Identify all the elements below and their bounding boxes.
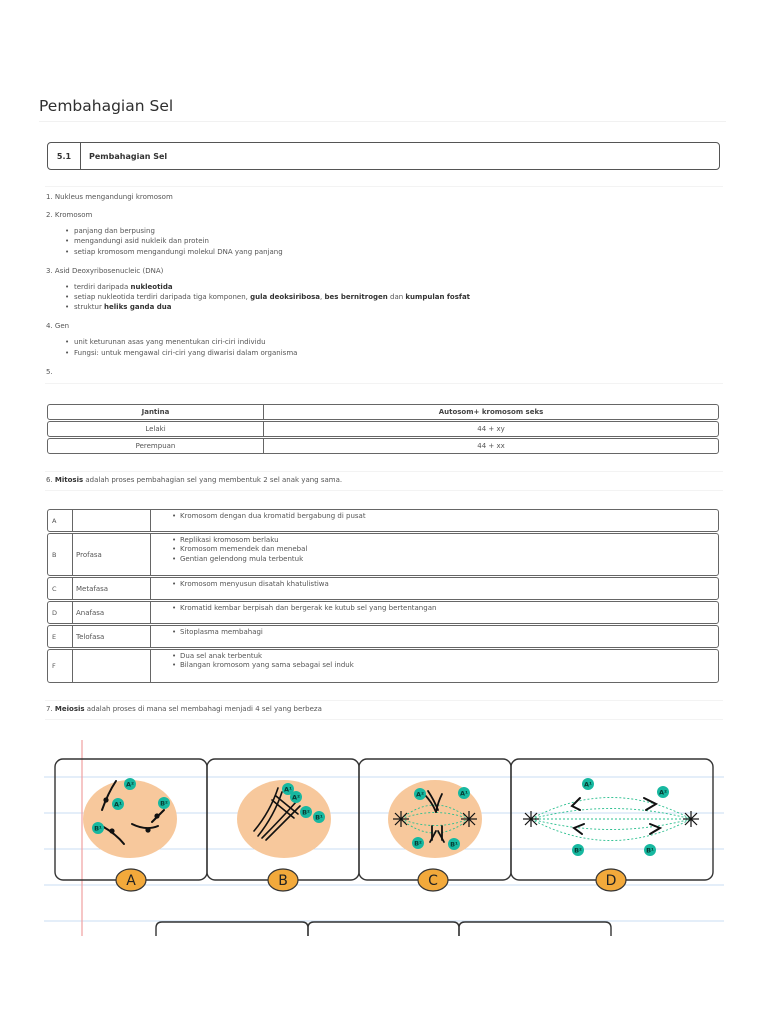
phase-name	[73, 510, 151, 531]
svg-text:D: D	[605, 873, 617, 889]
table-row	[47, 438, 719, 454]
list-item: • Dua sel anak terbentuk	[180, 652, 718, 661]
chromosome-label	[448, 838, 460, 850]
next-panel-frame	[156, 922, 308, 936]
note-2: 2. Kromosom	[46, 211, 93, 220]
svg-text:A²: A²	[659, 788, 667, 797]
svg-text:A²: A²	[416, 790, 424, 799]
divider	[45, 490, 723, 491]
stage-label-c	[418, 869, 448, 891]
chromosome-label	[657, 786, 669, 798]
list-item: • Bilangan kromosom yang sama sebagai sel induk	[180, 661, 718, 670]
centrosome-left	[523, 811, 539, 827]
list-item: • struktur heliks ganda dua	[74, 302, 726, 312]
divider	[45, 383, 723, 384]
centrosome-left	[393, 811, 409, 827]
svg-text:A¹: A¹	[114, 800, 122, 809]
table-cell: 44 + xy	[263, 422, 718, 436]
list-item: • Gentian gelendong mula terbentuk	[180, 555, 718, 564]
note-5: 5.	[46, 367, 53, 376]
row-letter: A	[48, 510, 73, 531]
svg-text:B²: B²	[414, 839, 422, 848]
divider	[45, 186, 723, 187]
list-item: • setiap nukleotida terdiri daripada tiga komponen, gula deoksiribosa, bes bernitrogen dan kumpulan fosfat	[74, 292, 726, 302]
divider	[45, 700, 723, 701]
table-row	[47, 577, 719, 600]
svg-text:B²: B²	[160, 799, 168, 808]
note-1: 1. Nukleus mengandungi kromosom	[46, 193, 173, 201]
stage-label-b	[268, 869, 298, 891]
svg-text:A¹: A¹	[460, 789, 468, 798]
svg-text:B¹: B¹	[315, 813, 323, 822]
chromosome-label	[290, 791, 302, 803]
section-title: Pembahagian Sel	[89, 151, 168, 161]
list-item: • terdiri daripada nukleotida	[74, 282, 726, 292]
divider	[45, 471, 723, 472]
table-row	[47, 625, 719, 648]
stage-a-cell	[83, 780, 177, 858]
chromosome-label	[92, 822, 104, 834]
svg-text:A²: A²	[126, 780, 134, 789]
table-row	[47, 601, 719, 624]
header-cell: Autosom+ kromosom seks	[263, 405, 718, 419]
table-row	[47, 649, 719, 683]
meiosis-diagram	[44, 736, 724, 946]
row-letter: D	[48, 602, 73, 623]
section-header	[47, 142, 720, 170]
chromosome-label	[458, 787, 470, 799]
mitosis-table	[47, 509, 719, 684]
section-number: 5.1	[48, 143, 81, 169]
svg-text:B¹: B¹	[646, 846, 654, 855]
sex-chromosome-table	[47, 404, 719, 455]
svg-text:B²: B²	[302, 808, 310, 817]
note-7: 7. Meiosis adalah proses di mana sel membahagi menjadi 4 sel yang berbeza	[46, 705, 322, 713]
phase-name: Telofasa	[73, 626, 151, 647]
svg-text:C: C	[428, 873, 438, 889]
stage-label-d	[596, 869, 626, 891]
phase-name: Profasa	[73, 534, 151, 575]
svg-text:A¹: A¹	[284, 785, 292, 794]
centrosome-right	[461, 811, 477, 827]
note-3: 3. Asid Deoxyribosenucleic (DNA)	[46, 266, 164, 275]
row-letter: F	[48, 650, 73, 682]
row-letter: C	[48, 578, 73, 599]
svg-text:A¹: A¹	[584, 780, 592, 789]
chromosome-label	[414, 788, 426, 800]
svg-text:A: A	[126, 873, 136, 889]
list-item: • unit keturunan asas yang menentukan ciri-ciri individu	[74, 337, 726, 347]
phase-name: Anafasa	[73, 602, 151, 623]
list-item: • panjang dan berpusing	[74, 226, 726, 236]
list-item: • setiap kromosom mengandungi molekul DNA yang panjang	[74, 247, 726, 257]
svg-text:A²: A²	[292, 793, 300, 802]
list-item: • Fungsi: untuk mengawal ciri-ciri yang diwarisi dalam organisma	[74, 348, 726, 358]
table-row	[47, 533, 719, 576]
table-cell: Perempuan	[135, 442, 176, 450]
chromosome-label	[644, 844, 656, 856]
table-cell: 44 + xx	[263, 439, 718, 453]
svg-text:B¹: B¹	[450, 840, 458, 849]
phase-description	[151, 534, 718, 575]
table-row	[47, 421, 719, 437]
table-row	[47, 509, 719, 532]
list-item: • Kromosom dengan dua kromatid bergabung di pusat	[180, 512, 718, 521]
row-letter: B	[48, 534, 73, 575]
phase-description	[151, 626, 718, 647]
phase-description	[151, 578, 718, 599]
header-cell: Jantina	[141, 408, 170, 416]
table-cell: Lelaki	[145, 425, 166, 433]
svg-text:B: B	[278, 873, 288, 889]
phase-description	[151, 650, 718, 682]
page-title: Pembahagian Sel	[39, 97, 174, 115]
chromosome-label	[158, 797, 170, 809]
note-2-list	[74, 226, 726, 256]
note-4-list	[74, 337, 726, 357]
list-item: • mengandungi asid nukleik dan protein	[74, 236, 726, 246]
table-header-row	[47, 404, 719, 420]
chromosome-label	[572, 844, 584, 856]
notes	[46, 192, 726, 385]
chromosome-label	[313, 811, 325, 823]
note-3-list	[74, 282, 726, 312]
chromosome-label	[412, 837, 424, 849]
phase-description	[151, 510, 718, 531]
list-item: • Replikasi kromosom berlaku	[180, 536, 718, 545]
row-letter: E	[48, 626, 73, 647]
note-6: 6. Mitosis adalah proses pembahagian sel yang membentuk 2 sel anak yang sama.	[46, 476, 343, 484]
next-panel-frame	[459, 922, 611, 936]
centrosome-right	[683, 811, 699, 827]
chromosome-label	[582, 778, 594, 790]
phase-name	[73, 650, 151, 682]
divider	[45, 719, 723, 720]
list-item: • Kromatid kembar berpisah dan bergerak ke kutub sel yang bertentangan	[180, 604, 718, 613]
svg-text:B²: B²	[574, 846, 582, 855]
next-panel-frame	[308, 922, 459, 936]
note-4: 4. Gen	[46, 322, 70, 331]
list-item: • Kromosom menyusun disatah khatulistiwa	[180, 580, 718, 589]
stage-d-cell	[523, 798, 699, 841]
svg-text:B¹: B¹	[94, 824, 102, 833]
phase-name: Metafasa	[73, 578, 151, 599]
chromosome-label	[112, 798, 124, 810]
list-item: • Sitoplasma membahagi	[180, 628, 718, 637]
stage-label-a	[116, 869, 146, 891]
title-divider	[39, 121, 726, 122]
list-item: • Kromosom memendek dan menebal	[180, 545, 718, 554]
chromosome-label	[124, 778, 136, 790]
phase-description	[151, 602, 718, 623]
chromosome-label	[300, 806, 312, 818]
